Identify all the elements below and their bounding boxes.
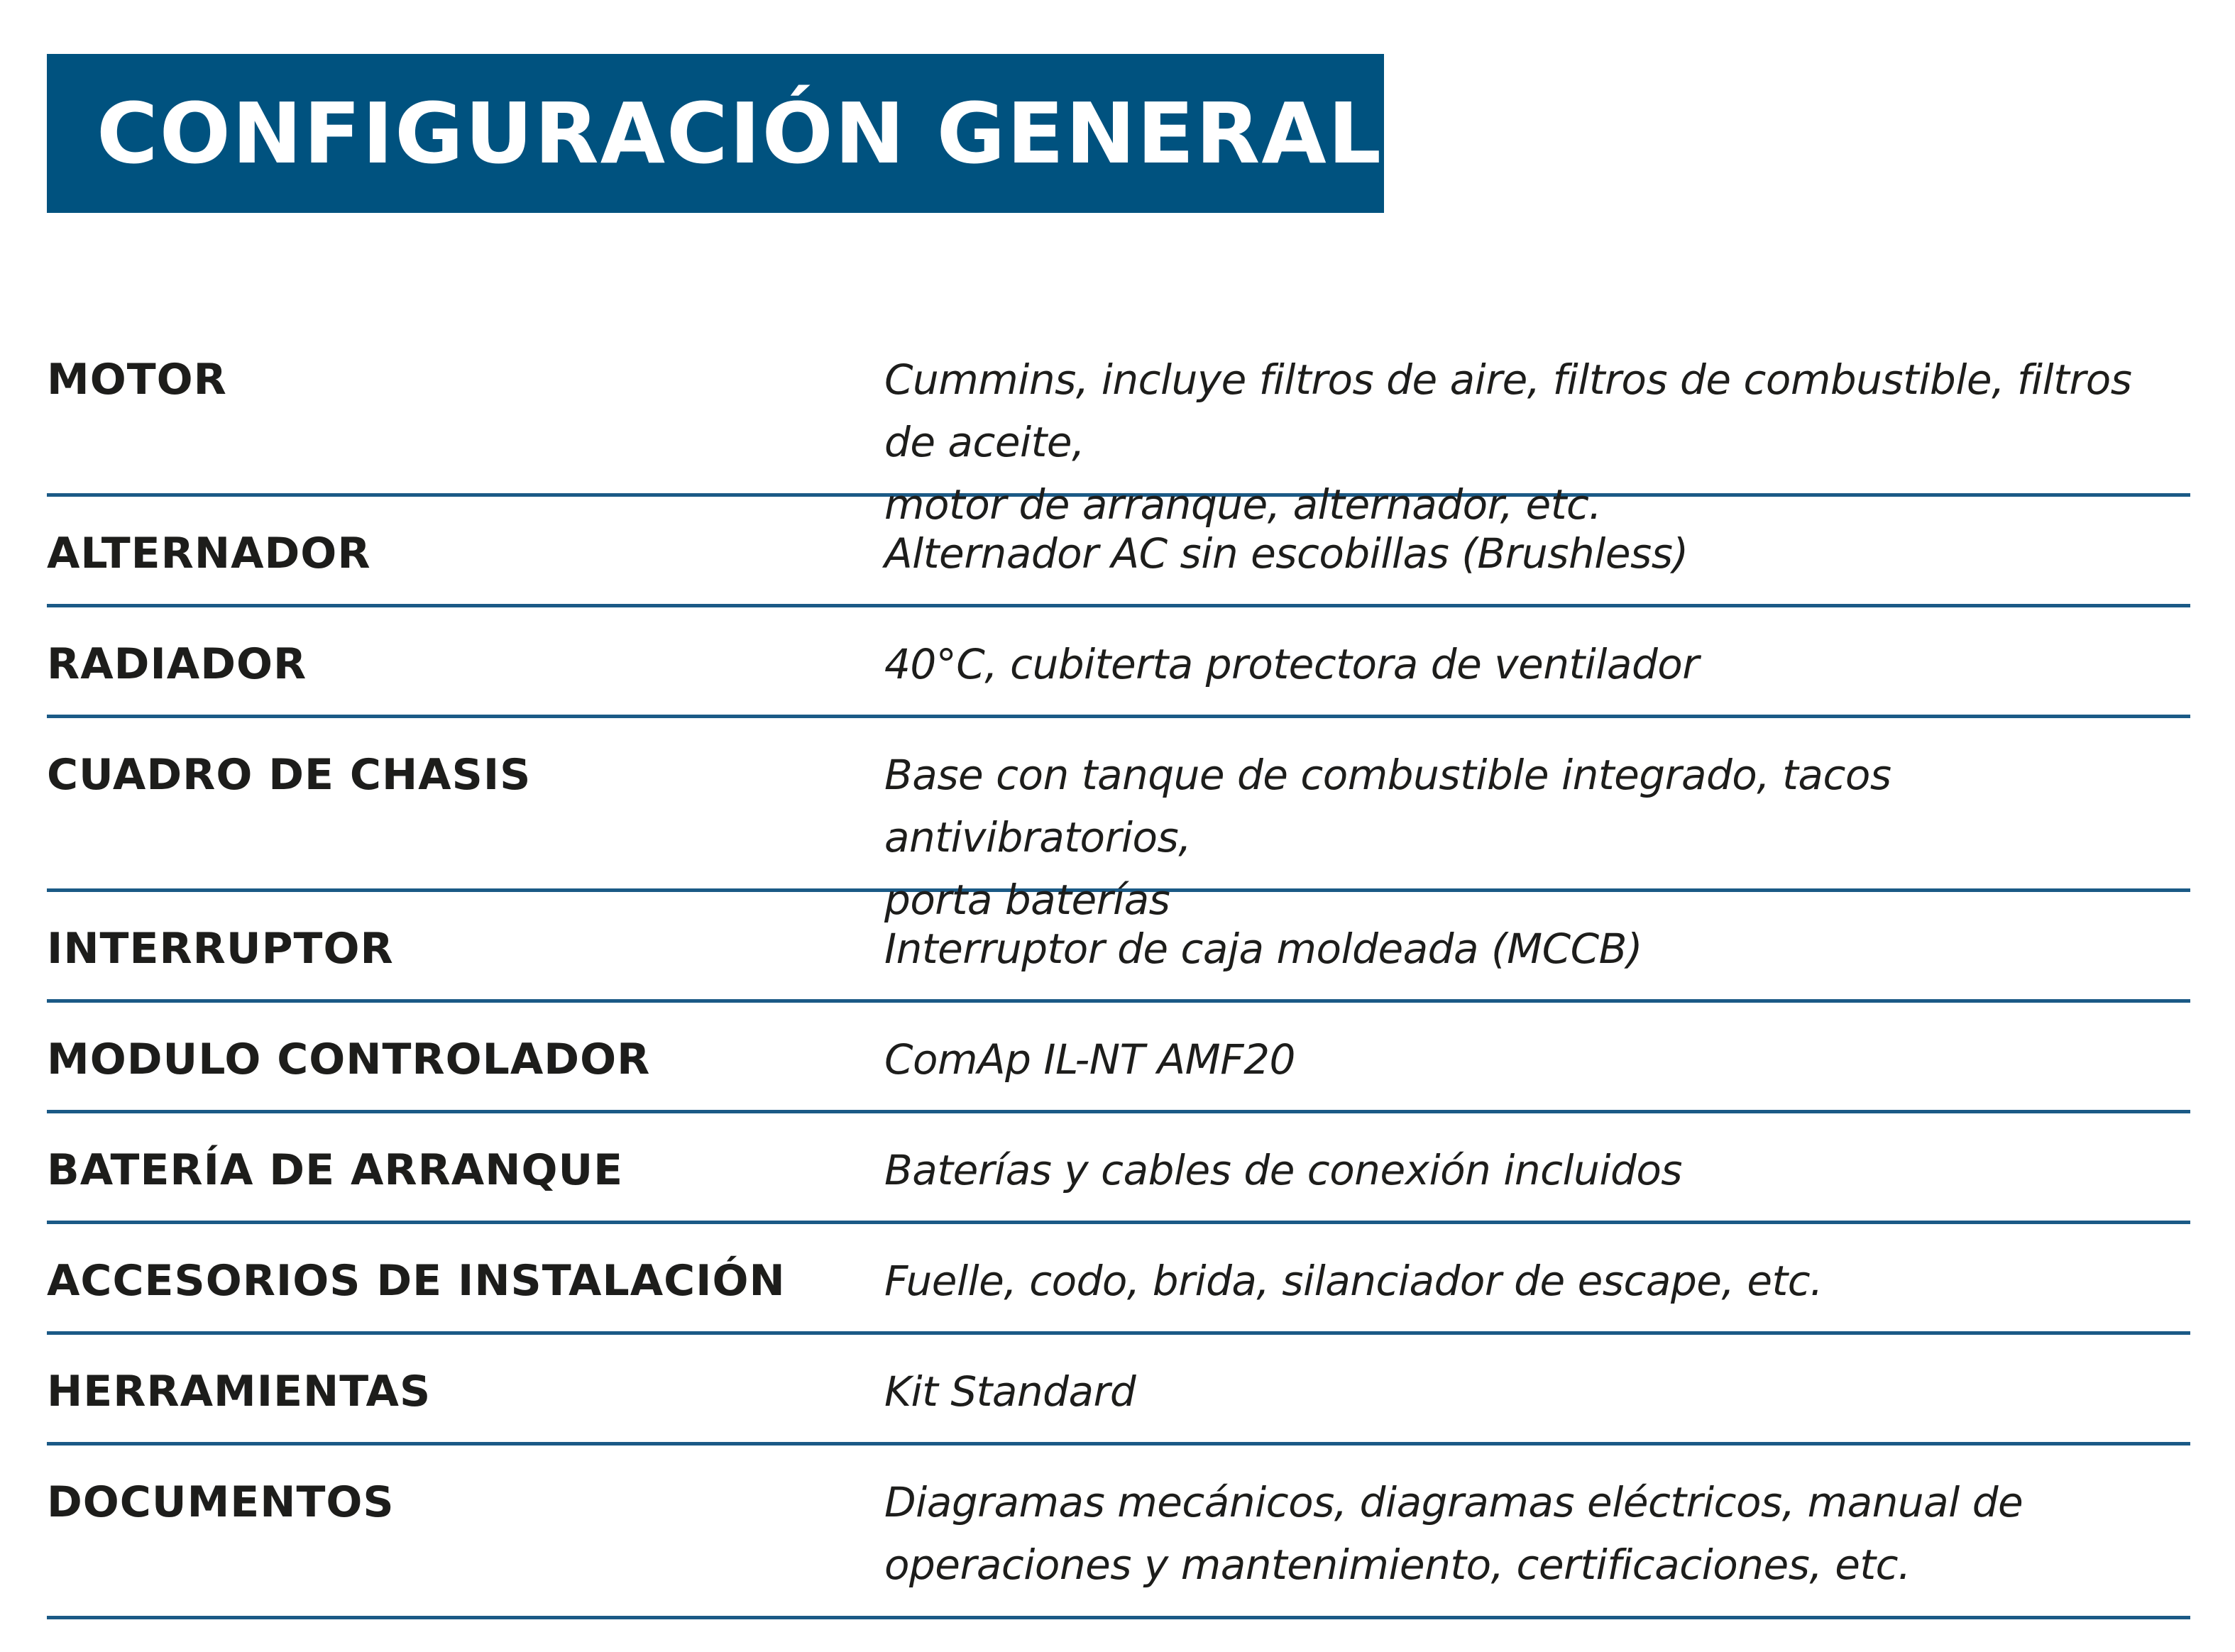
- spec-label: INTERRUPTOR: [47, 924, 394, 974]
- spec-value-line: 40°C, cubiterta protectora de ventilador: [884, 640, 1699, 688]
- page-title: CONFIGURACIÓN GENERAL: [97, 84, 1383, 182]
- spec-label: CUADRO DE CHASIS: [47, 750, 532, 800]
- spec-value: [884, 892, 2190, 1001]
- spec-label: RADIADOR: [47, 639, 307, 689]
- spec-value-line: Baterías y cables de conexión incluidos: [884, 1146, 1683, 1194]
- spec-row-herramientas: [47, 1335, 2190, 1446]
- spec-value-line: Fuelle, codo, brida, silanciador de escape, etc.: [884, 1257, 1823, 1305]
- spec-value-line: ComAp IL-NT AMF20: [884, 1035, 1295, 1084]
- spec-value: [884, 1446, 2190, 1617]
- spec-value-line: Interruptor de caja moldeada (MCCB): [884, 925, 1643, 973]
- spec-row-bateria-de-arranque: [47, 1113, 2190, 1224]
- spec-row-cuadro-de-chasis: [47, 718, 2190, 924]
- spec-value: [884, 497, 2190, 606]
- spec-label: MODULO CONTROLADOR: [47, 1035, 651, 1084]
- spec-label: DOCUMENTOS: [47, 1477, 395, 1527]
- spec-label: BATERÍA DE ARRANQUE: [47, 1145, 624, 1195]
- spec-row-interruptor: [47, 892, 2190, 1003]
- spec-row-motor: [47, 323, 2190, 529]
- spec-value-line: operaciones y mantenimiento, certificaciones, etc.: [884, 1541, 1911, 1589]
- spec-label: HERRAMIENTAS: [47, 1367, 432, 1416]
- spec-row-documentos: [47, 1446, 2190, 1619]
- spec-label: ACCESORIOS DE INSTALACIÓN: [47, 1256, 786, 1306]
- spec-row-alternador: [47, 497, 2190, 607]
- spec-value-line: motor de arranque, alternador, etc.: [884, 480, 1602, 529]
- title-banner: [47, 54, 1384, 213]
- spec-value-line: Base con tanque de combustible integrado, tacos antivibratorios,: [884, 751, 1891, 861]
- spec-value: [884, 1113, 2190, 1223]
- spec-value-line: Diagramas mecánicos, diagramas eléctricos, manual de: [884, 1478, 2023, 1526]
- spec-value: [884, 1224, 2190, 1333]
- spec-table: [47, 323, 2190, 1619]
- spec-value-line: Kit Standard: [884, 1367, 1136, 1416]
- spec-value-line: porta baterías: [884, 876, 1170, 924]
- spec-label: MOTOR: [47, 355, 227, 404]
- spec-row-accesorios-de-instalacion: [47, 1224, 2190, 1335]
- spec-value-line: Cummins, incluye filtros de aire, filtros de combustible, filtros de aceite,: [884, 356, 2132, 466]
- spec-value: [884, 1335, 2190, 1444]
- spec-value-line: Alternador AC sin escobillas (Brushless): [884, 529, 1688, 578]
- spec-label: ALTERNADOR: [47, 529, 371, 578]
- spec-value: [884, 607, 2190, 717]
- spec-row-radiador: [47, 607, 2190, 718]
- spec-value: [884, 1003, 2190, 1112]
- spec-row-modulo-controlador: [47, 1003, 2190, 1113]
